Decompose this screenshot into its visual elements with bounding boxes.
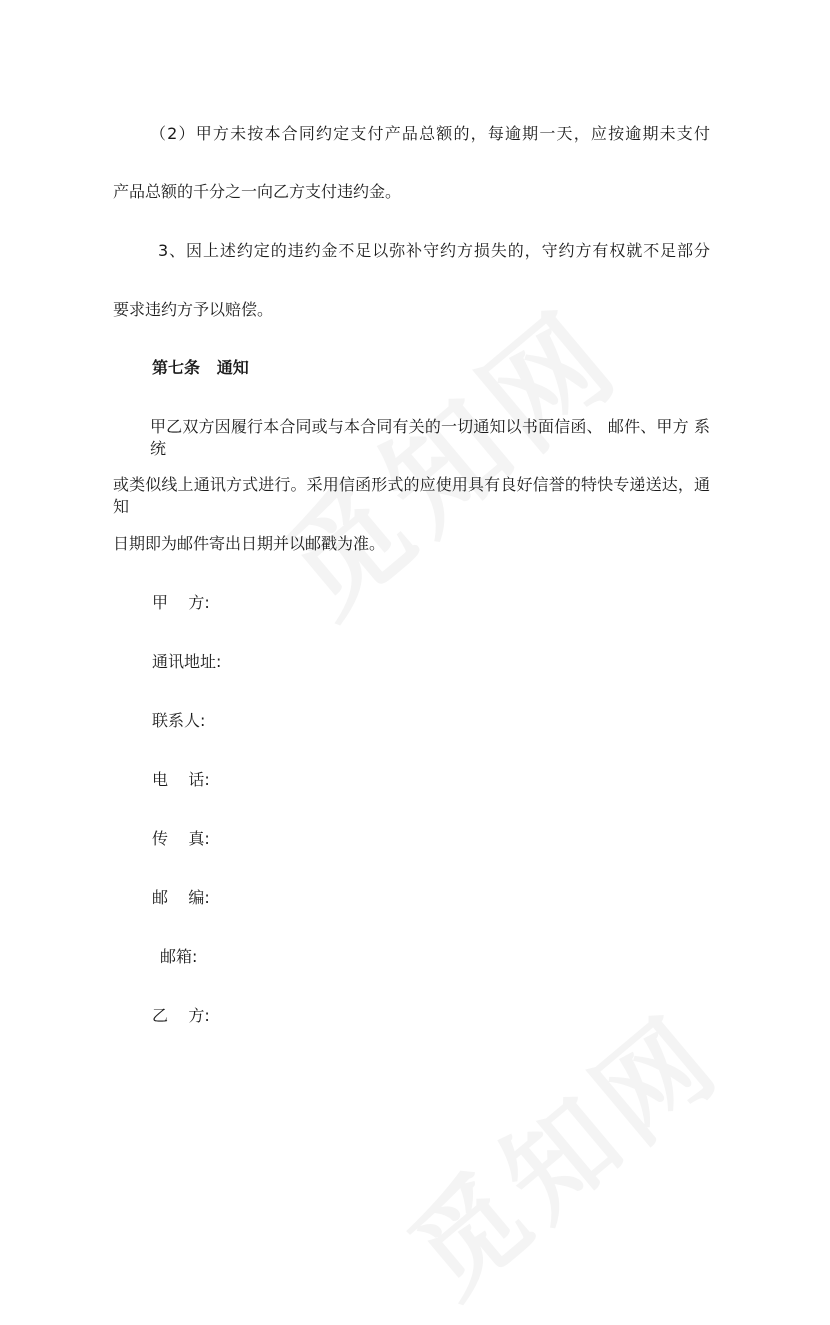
field-email: 邮箱: [160,947,198,966]
field-party-a: 甲 方: [152,593,210,612]
field-address: 通讯地址: [152,652,222,671]
paragraph-line: 甲乙双方因履行本合同或与本合同有关的一切通知以书面信函、 邮件、甲方 系统 [150,417,710,458]
paragraph-line: 3、因上述约定的违约金不足以弥补守约方损失的，守约方有权就不足部分 [158,241,710,260]
paragraph-line: 产品总额的千分之一向乙方支付违约金。 [113,182,402,201]
field-postcode: 邮 编: [152,888,210,907]
field-phone: 电 话: [152,770,210,789]
paragraph-line: （2）甲方未按本合同约定支付产品总额的，每逾期一天，应按逾期未支付 [150,124,710,143]
paragraph-line: 或类似线上通讯方式进行。采用信函形式的应使用具有良好信誉的特快专递送达，通知 [113,475,710,516]
paragraph-line: 日期即为邮件寄出日期并以邮戳为准。 [113,534,386,553]
field-party-b: 乙 方: [152,1006,210,1025]
section-heading: 第七条 通知 [152,358,249,377]
field-contact: 联系人: [152,711,206,730]
paragraph-line: 要求违约方予以赔偿。 [113,300,274,319]
field-fax: 传 真: [152,829,210,848]
watermark [371,973,748,1325]
